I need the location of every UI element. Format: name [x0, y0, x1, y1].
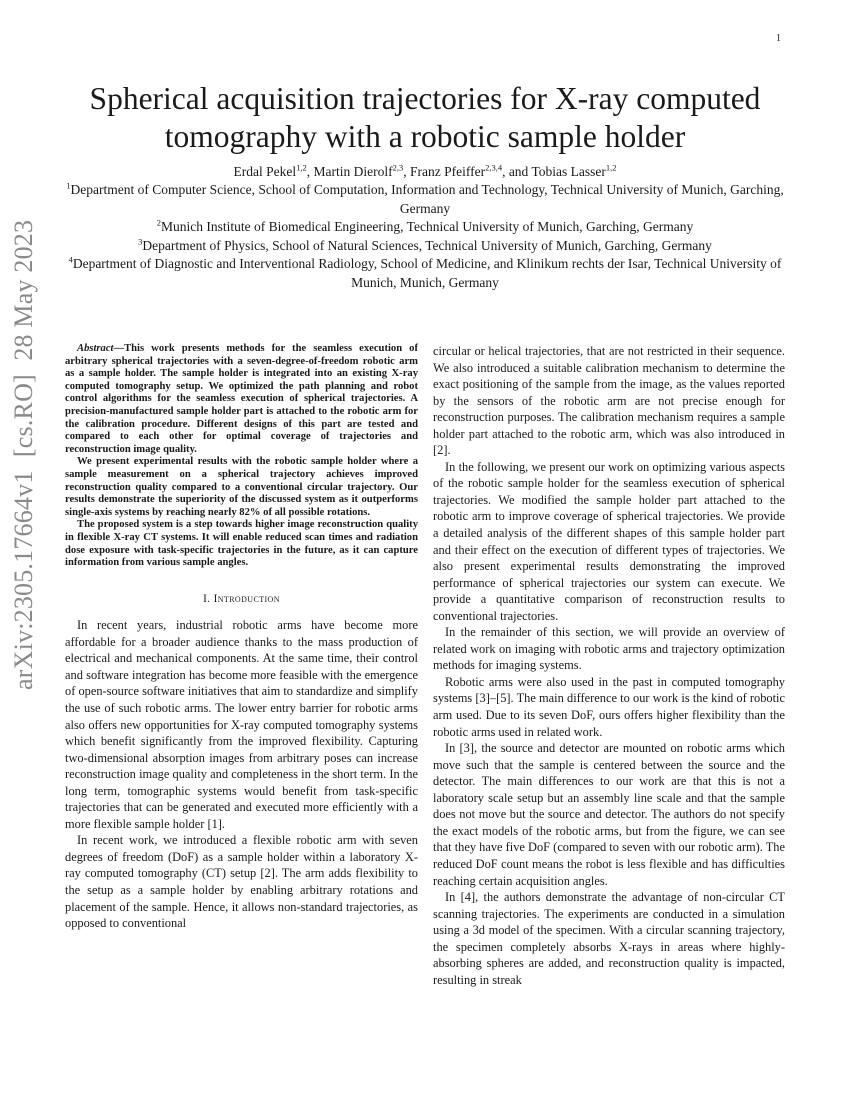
left-column: [65, 343, 418, 932]
author: Franz Pfeiffer$^{2,3,4}$: [409, 162, 503, 179]
abstract-paragraph: Abstract—This work presents methods for the seamless execution of arbitrary spherical trajectories with a seven-degree-of-freedom robotic arm as a sample holder. The sample holder is integrated into an existing X-ray computed tomography setup. We optimized the path planning and robot control algorithms for the seamless execution of spherical trajectories. A precision-manufactured sample holder part is attached to the robotic arm for the calibration procedure. Different designs of this part are tested and compared to each other for optimal coverage of trajectories and reconstruction image quality.: [65, 343, 418, 455]
abstract-paragraph: We present experimental results with the robotic sample holder where a sample measurement on a spherical trajectory achieves improved reconstruction quality compared to a conventional circular trajectory. Our results demonstrate the superiority of the discussed system as it outperforms single-axis systems by reaching nearly 82% of all possible rotations.: [65, 456, 418, 518]
body-paragraph: In the following, we present our work on optimizing various aspects of the robotic sample holder for the seamless execution of spherical trajectories. We modified the sample holder part attached to the robotic arm to improve coverage of spherical trajectories. We provide a detailed analysis of the different shapes of this sample holder part and their effect on the execution of different types of trajectories. We also present experimental results demonstrating the improved performance of spherical trajectories our system can execute. We provide a quantitative comparison of reconstruction results to conventional trajectories.: [433, 459, 785, 623]
affiliations: [60, 181, 790, 293]
affiliation: $^3$Department of Physics, School of Natural Sciences, Technical University of Munich, Garching, Germany: [138, 236, 712, 253]
section-heading: I. Introduction: [203, 592, 280, 605]
author: Erdal Pekel$^{1,2}$: [233, 162, 307, 179]
paper-title: Spherical acquisition trajectories for X-ray computed tomography with a robotic sample holder: [89, 81, 761, 154]
body-paragraph: In recent years, industrial robotic arms have become more affordable for a broader audience thanks to the mass production of electrical and mechanical components. At the same time, their control and software integration has become more feasible with the emergence of open-source software initiatives that aim to standardize and simplify the use of such robotic arms. The lower entry barrier for robotic arms also offers new opportunities for X-ray computed tomography systems which benefit significantly from the improved flexibility. Capturing two-dimensional absorption images from arbitrary poses can increase reconstruction image quality and completeness in the short term. In the long term, tomographic systems would benefit from task-specific trajectories that can be generated and executed more efficiently with a more flexible sample holder [1].: [65, 618, 418, 831]
body-paragraph: Robotic arms were also used in the past in computed tomography systems [3]–[5]. The main difference to our work is the kind of robotic arm used. Due to its seven DoF, ours offers higher flexibility than the robotic arms used in related work.: [433, 674, 785, 739]
body-paragraph: In [4], the authors demonstrate the advantage of non-circular CT scanning trajectories. The experiments are conducted in a simulation using a 3d model of the specimen. With a circular scanning trajectory, the specimen completely absorbs X-rays in areas where highly-absorbing spheres are added, and reconstruction quality is impacted, resulting in streak: [433, 890, 785, 987]
affiliation: $^1$Department of Computer Science, School of Computation, Information and Technology, Technical University of Munich, Garching, Germany: [66, 180, 784, 216]
body-paragraph: In [3], the source and detector are mounted on robotic arms which move such that the sample is centered between the source and the detector. The main differences to our work are that this is not a laboratory scale setup but an assembly line scale and that the sample does not move but the source and detector. The authors do not specify the exact models of the robotic arms, but from the figure, we can see that they have five DoF (compared to seven with our robotic arm). The reduced DoF count means the robot is less flexible and has difficulties reaching certain acquisition angles.: [433, 741, 785, 888]
right-column: [433, 343, 785, 988]
body-paragraph: In the remainder of this section, we will provide an overview of related work on imaging with robotic arms and trajectory optimization methods for imaging systems.: [433, 625, 785, 673]
page-number: 1: [776, 33, 781, 44]
affiliation: $^2$Munich Institute of Biomedical Engineering, Technical University of Munich, Garching, Germany: [156, 217, 694, 235]
arxiv-identifier: arXiv:2305.17664v1 [cs.RO] 28 May 2023: [9, 219, 38, 690]
abstract: [65, 343, 418, 570]
author: Tobias Lasser$^{1,2}$: [531, 162, 617, 179]
abstract-paragraph: The proposed system is a step towards higher image reconstruction quality in flexible X-ray CT systems. It will enable reduced scan times and radiation dose exposure with task-specific trajectories in the future, as it can capture information from various sample angles.: [65, 519, 418, 569]
abstract-label: Abstract: [77, 343, 114, 354]
affiliation: $^4$Department of Diagnostic and Interventional Radiology, School of Medicine, and Klinikum rechts der Isar, Technical University of Munich, Munich, Germany: [68, 254, 782, 290]
author-list: Erdal Pekel$^{1,2}$, Martin Dierolf$^{2,3}$, Franz Pfeiffer$^{2,3,4}$, and Tobias Lasser$^{1,2}$: [233, 162, 617, 179]
body-paragraph: In recent work, we introduced a flexible robotic arm with seven degrees of freedom (DoF) as a sample holder within a laboratory X-ray computed tomography (CT) setup [2]. The arm adds flexibility to the setup as a sample holder by enabling arbitrary rotations and placement of the sample. Hence, it allows non-standard trajectories, as opposed to conventional: [65, 833, 418, 931]
author: Martin Dierolf$^{2,3}$: [313, 162, 404, 179]
body-paragraph: circular or helical trajectories, that are not restricted in their sequence. We also introduced a suitable calibration mechanism to determine the exact positioning of the sample from the image, as the values reported by the sensors of the robotic arm are not precise enough for reconstruction purposes. The calibration mechanism requires a sample holder part attached to the robotic arm, which was also introduced in [2].: [433, 344, 785, 458]
